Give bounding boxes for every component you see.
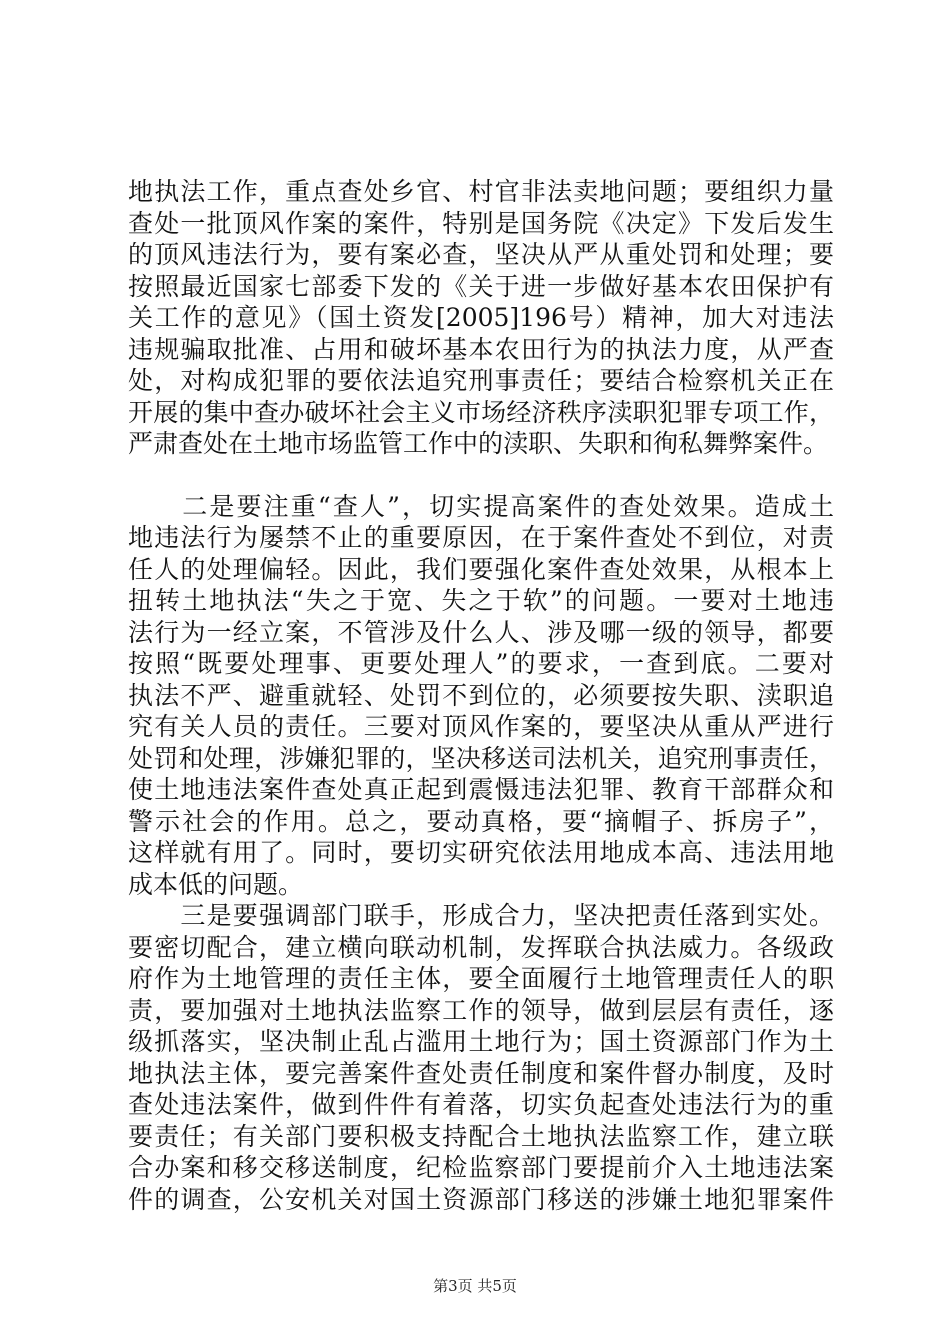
text-line: 合办案和移交移送制度，纪检监察部门要提前介入土地违法案 (128, 1153, 834, 1182)
text-line: 责，要加强对土地执法监察工作的领导，做到层层有责任，逐 (128, 995, 834, 1025)
text-line: 使土地违法案件查处真正起到震慑违法犯罪、教育干部群众和 (128, 775, 834, 804)
text-line: 扭转土地执法“失之于宽、失之于软”的问题。一要对土地违 (128, 586, 834, 615)
page-footer (0, 1276, 950, 1296)
text-line: 警示社会的作用。总之，要动真格，要“摘帽子、拆房子”， (128, 806, 834, 836)
text-line: 开展的集中查办破坏社会主义市场经济秩序渎职犯罪专项工作， (128, 397, 834, 427)
text-line: 查处违法案件，做到件件有着落，切实负起查处违法行为的重 (128, 1090, 834, 1119)
text-line: 按照最近国家七部委下发的《关于进一步做好基本农田保护有 (128, 271, 834, 301)
text-line: 的顶风违法行为，要有案必查，坚决从严从重处罚和处理；要 (128, 240, 834, 269)
text-line: 严肃查处在土地市场监管工作中的渎职、失职和徇私舞弊案件。 (128, 429, 829, 458)
text-line: 法行为一经立案，不管涉及什么人、涉及哪一级的领导，都要 (128, 617, 834, 647)
text-line: 要责任；有关部门要积极支持配合土地执法监察工作，建立联 (128, 1121, 834, 1151)
text-line: 究有关人员的责任。三要对顶风作案的，要坚决从重从严进行 (128, 712, 834, 741)
text-line: 件的调查，公安机关对国土资源部门移送的涉嫌土地犯罪案件 (128, 1184, 834, 1214)
text-line: 地执法工作，重点查处乡官、村官非法卖地问题；要组织力量 (128, 177, 834, 206)
text-line: 二是要注重“查人”，切实提高案件的查处效果。造成土 (128, 491, 834, 521)
text-line: 地执法主体，要完善案件查处责任制度和案件督办制度，及时 (128, 1058, 834, 1088)
text-line: 三是要强调部门联手，形成合力，坚决把责任落到实处。 (128, 901, 834, 930)
page-number-label: 第3页 共5页 (433, 1277, 517, 1295)
text-line: 府作为土地管理的责任主体，要全面履行土地管理责任人的职 (128, 964, 834, 993)
text-line: 要密切配合，建立横向联动机制，发挥联合执法威力。各级政 (128, 932, 834, 962)
paragraph-spacer (128, 460, 834, 491)
text-line: 这样就有用了。同时，要切实研究依法用地成本高、违法用地 (128, 838, 834, 867)
text-line: 处罚和处理，涉嫌犯罪的，坚决移送司法机关，追究刑事责任， (128, 743, 834, 773)
paragraph-3 (128, 900, 834, 1215)
text-line: 违规骗取批准、占用和破坏基本农田行为的执法力度，从严查 (128, 334, 834, 364)
text-line: 任人的处理偏轻。因此，我们要强化案件查处效果，从根本上 (128, 554, 834, 584)
text-line: 按照“既要处理事、更要处理人”的要求，一查到底。二要对 (128, 649, 834, 678)
text-line: 执法不严、避重就轻、处罚不到位的，必须要按失职、渎职追 (128, 680, 834, 710)
paragraph-1 (128, 176, 834, 460)
text-line: 地违法行为屡禁不止的重要原因，在于案件查处不到位，对责 (128, 523, 834, 552)
text-line: 关工作的意见》（国土资发[2005]196号）精神，加大对违法 (128, 303, 834, 332)
text-line: 处，对构成犯罪的要依法追究刑事责任；要结合检察机关正在 (128, 366, 834, 395)
document-body (128, 176, 834, 1215)
text-line: 级抓落实，坚决制止乱占滥用土地行为；国土资源部门作为土 (128, 1027, 834, 1056)
text-line: 成本低的问题。 (128, 869, 304, 899)
text-line: 查处一批顶风作案的案件，特别是国务院《决定》下发后发生 (128, 208, 834, 238)
paragraph-2 (128, 491, 834, 901)
